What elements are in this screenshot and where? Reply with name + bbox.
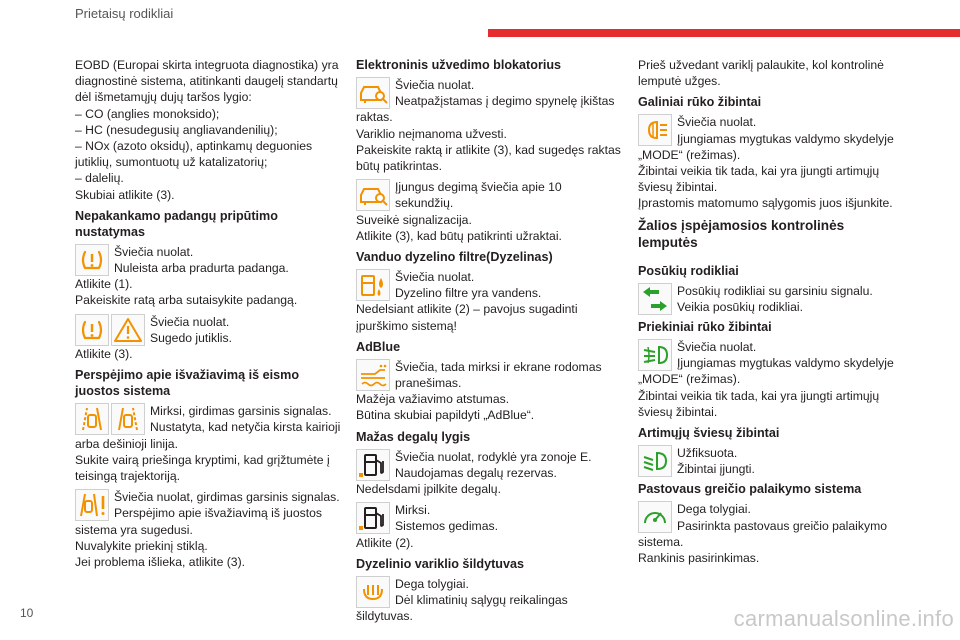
adblue-icon [356, 359, 390, 391]
tyre-entry-2-text: Atlikite (3). [75, 347, 133, 362]
tyre-heading: Nepakankamo padangų pripūtimo nustatymas [75, 208, 278, 239]
tyre-entry-1: Šviečia nuolat. Nuleista arba pradurta padanga. [75, 244, 347, 276]
tyre-pressure-icon [75, 314, 109, 346]
green-lamps-heading: Žalios įspėjamosios kontrolinės lemputės [638, 217, 845, 250]
preheat-heading: Dyzelinio variklio šildytuvas [356, 556, 524, 571]
adblue-text: Mažėja važiavimo atstumas. Būtina skubiai papildyti „AdBlue“. [356, 392, 535, 423]
cruise-control-entry: Dega tolygiai. Pasirinkta pastovaus greičio palaikymo [638, 501, 903, 533]
tyre-entry-1-text: Atlikite (1). Pakeiskite ratą arba sutaisykite padangą. [75, 277, 298, 308]
fuel-pump-icon [356, 502, 390, 534]
low-fuel-entry-2: Mirksi. Sistemos gedimas. [356, 502, 626, 534]
lane-departure-fault-icon [75, 489, 109, 521]
adblue-entry: Šviečia, tada mirksi ir ekrane rodomas pranešimas. [356, 359, 626, 391]
front-fog-text: „MODE“ (režimas). Žibintai veikia tik tada, kai yra įjungti artimųjų šviesų žibintai. [638, 372, 880, 419]
cruise-control-icon [638, 501, 672, 533]
turn-indicators-entry: Posūkių rodikliai su garsiniu signalu. Veikia posūkių rodikliai. [638, 283, 903, 315]
watermark: carmanualsonline.info [733, 606, 954, 631]
car-key-icon [356, 77, 390, 109]
diesel-water-entry: Šviečia nuolat. Dyzelino filtre yra vandens. [356, 269, 626, 301]
lane-departure-icon [111, 403, 145, 435]
preheat-entry: Dega tolygiai. Dėl klimatinių sąlygų reikalingas [356, 576, 626, 608]
dipped-beam-icon [638, 445, 672, 477]
front-fog-light-icon [638, 339, 672, 371]
immobiliser-entry-1-text: raktas. Variklio neįmanoma užvesti. Pakeiskite raktą ir atlikite (3), kad sugedęs raktas būtų patikrintas. [356, 110, 621, 174]
rear-fog-entry: Šviečia nuolat. Įjungiamas mygtukas valdymo skydelyje [638, 114, 903, 146]
immobiliser-heading: Elektroninis užvedimo blokatorius [356, 58, 562, 72]
car-key-icon [356, 179, 390, 211]
lane-entry-2: Šviečia nuolat, girdimas garsinis signalas. Perspėjimo apie išvažiavimą iš juostos [75, 489, 347, 521]
column-3 [638, 57, 903, 571]
fuel-pump-icon [356, 449, 390, 481]
diesel-water-text: Nedelsiant atlikite (2) – pavojus sugadinti įpurškimo sistemą! [356, 302, 578, 333]
cruise-control-text: sistema. Rankinis pasirinkimas. [638, 534, 760, 566]
dipped-beam-entry: Užfiksuota. Žibintai įjungti. [638, 445, 903, 477]
turn-indicators-heading: Posūkių rodikliai [638, 263, 739, 278]
column-2 [356, 57, 626, 629]
eobd-intro: EOBD (Europai skirta integruota diagnostika) yra diagnostinė sistema, atitinkanti daugelį standartų dėl išmetamųjų dujų taršos lygio: – CO (anglies monoksido); – HC (nesudegusių angliavandenilių); – NOx (azoto oksidų), aptinkamų deguonies jutiklių, sumontuotų už katalizatorių; – dalelių. Skubiai atlikite (3). [75, 58, 339, 202]
rear-fog-heading: Galiniai rūko žibintai [638, 95, 762, 110]
lane-heading: Perspėjimo apie išvažiavimą iš eismo juostos sistema [75, 368, 300, 399]
lane-entry-1-text: arba dešinioji linija. Sukite vairą priešinga kryptimi, kad grįžtumėte į teisingą trajektoriją. [75, 436, 330, 484]
preheat-text: šildytuvas. [356, 609, 413, 624]
diesel-water-heading: Vanduo dyzelino filtre(Dyzelinas) [356, 250, 553, 265]
page-number: 10 [20, 606, 34, 620]
lane-entry-2-text: sistema yra sugedusi. Nuvalykite priekinį stiklą. Jei problema išlieka, atlikite (3). [75, 522, 246, 570]
warning-triangle-icon [111, 314, 145, 346]
immobiliser-entry-2: Įjungus degimą šviečia apie 10 sekundžių. [356, 179, 626, 211]
rear-fog-text: „MODE“ (režimas). Žibintai veikia tik tada, kai yra įjungti artimųjų šviesų žibintai. Įprastomis matomumo sąlygomis juos išjunkite. [638, 147, 893, 211]
fuel-filter-water-icon [356, 269, 390, 301]
header-accent-bar [488, 29, 960, 37]
adblue-heading: AdBlue [356, 339, 401, 354]
lane-entry-1: Mirksi, girdimas garsinis signalas. Nustatyta, kad netyčia kirsta kairioji [75, 403, 347, 435]
low-fuel-entry-1-text: Nedelsdami įpilkite degalų. [356, 482, 501, 497]
front-fog-entry: Šviečia nuolat. Įjungiamas mygtukas valdymo skydelyje [638, 339, 903, 371]
immobiliser-entry-1: Šviečia nuolat. Neatpažįstamas į degimo spynelę įkištas [356, 77, 626, 109]
low-fuel-heading: Mažas degalų lygis [356, 429, 471, 444]
running-header: Prietaisų rodikliai [75, 6, 174, 21]
turn-arrows-icon [638, 283, 672, 315]
dipped-beam-heading: Artimųjų šviesų žibintai [638, 426, 780, 441]
low-fuel-entry-1: Šviečia nuolat, rodyklė yra zonoje E. Naudojamas degalų rezervas. [356, 449, 626, 481]
preheat-continued-text: Prieš užvedant variklį palaukite, kol kontrolinė lemputė užges. [638, 58, 884, 89]
front-fog-heading: Priekiniai rūko žibintai [638, 320, 772, 335]
cruise-control-heading: Pastovaus greičio palaikymo sistema [638, 482, 862, 497]
lane-departure-icon [75, 403, 109, 435]
rear-fog-light-icon [638, 114, 672, 146]
glow-plug-icon [356, 576, 390, 608]
immobiliser-entry-2-text: Suveikė signalizacija. Atlikite (3), kad būtų patikrinti užraktai. [356, 212, 562, 243]
column-1 [75, 57, 347, 575]
tyre-entry-2: Šviečia nuolat. Sugedo jutiklis. [75, 314, 347, 346]
low-fuel-entry-2-text: Atlikite (2). [356, 535, 414, 550]
tyre-pressure-icon [75, 244, 109, 276]
